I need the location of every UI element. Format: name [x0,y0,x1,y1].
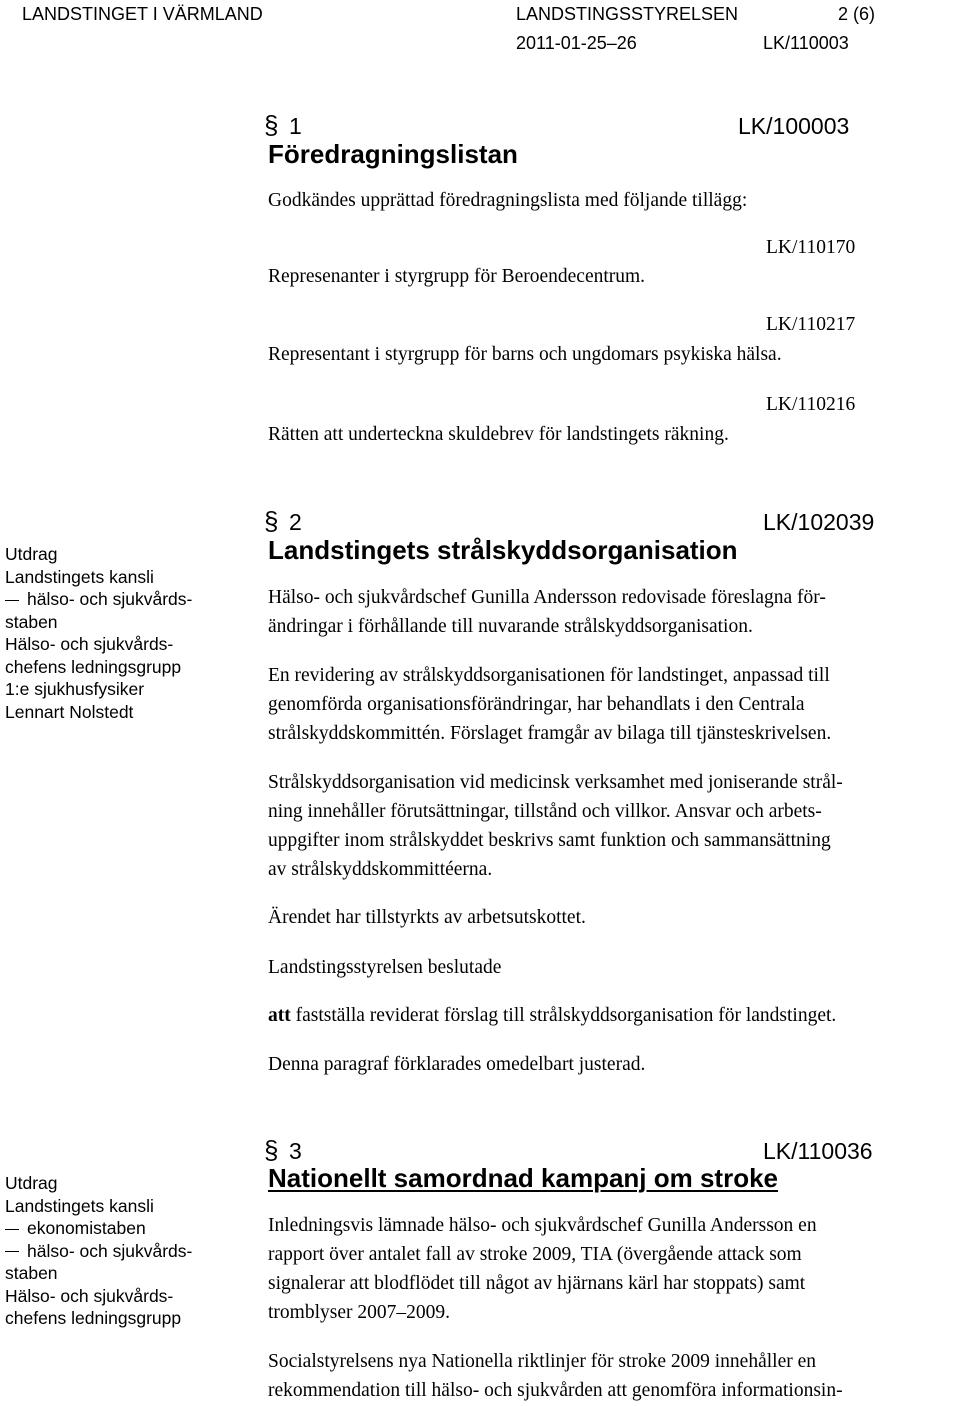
distribution-line: chefens ledningsgrupp [5,1308,182,1328]
distribution-line: Lennart Nolstedt [5,701,134,722]
distribution-line: chefens ledningsgrupp [5,656,182,677]
body-paragraph: Strålskyddsorganisation vid medicinsk verksamhet med joniserande strål- ning innehåller förutsättningar, tillstånd och villkor. Ansvar och arbets- uppgifter inom strålskyddet beskrivs samt funktion och sammansättning av strålskyddskommittéerna. [268,772,843,880]
header-board: LANDSTINGSSTYRELSEN [516,4,739,24]
distribution-line: 1:e sjukhusfysiker [5,679,145,699]
item-text: Representant i styrgrupp för barns och ungdomars psykiska hälsa. [268,344,782,365]
item-ref: LK/110216 [766,394,856,415]
distribution-line: Utdrag [5,544,58,564]
section-ref: LK/102039 [763,509,875,535]
body-paragraph: Hälso- och sjukvårdschef Gunilla Andersson redovisade föreslagna för- ändringar i förhållande till nuvarande strålskyddsorganisation. [268,587,826,637]
distribution-line: hälso- och sjukvårds- [5,1240,192,1263]
section-ref: LK/110036 [763,1138,873,1164]
body-paragraph: Denna paragraf förklarades omedelbart justerad. [268,1054,646,1075]
distribution-line: Utdrag [5,1173,58,1193]
distribution-line: staben [5,611,58,632]
dash-mark [5,600,19,601]
section-number: 1 [289,113,302,139]
section-title: Landstingets strålskyddsorganisation [268,535,738,565]
distribution-line: hälso- och sjukvårds- [5,588,192,611]
section-title: Föredragningslistan [268,139,518,169]
body-paragraph: Ärendet har tillstyrkts av arbetsutskottet. [268,907,586,928]
distribution-list [5,543,192,723]
item-text: Represenanter i styrgrupp för Beroendecentrum. [268,266,646,287]
item-ref: LK/110170 [766,237,856,258]
paragraph-sign: § [264,1135,279,1165]
distribution-line: Landstingets kansli [5,566,154,587]
distribution-line: ekonomistaben [5,1217,192,1240]
section-number: 3 [289,1138,302,1164]
distribution-list [5,1172,192,1330]
decision-text: att fastställa reviderat förslag till strålskyddsorganisation för landstinget. [268,1005,837,1026]
section-ref: LK/100003 [738,113,850,139]
header-date: 2011-01-25–26 [516,33,637,53]
section-number: 2 [289,509,302,535]
distribution-line: Hälso- och sjukvårds- [5,1285,174,1306]
section-title: Nationellt samordnad kampanj om stroke [268,1163,779,1193]
section-intro: Godkändes upprättad föredragningslista med följande tillägg: [268,190,748,211]
item-text: Rätten att underteckna skuldebrev för landstingets räkning. [268,424,729,445]
paragraph-sign: § [264,506,279,536]
distribution-line: Landstingets kansli [5,1195,154,1216]
distribution-line: staben [5,1263,58,1283]
header-org: LANDSTINGET I VÄRMLAND [22,4,263,24]
body-paragraph: Landstingsstyrelsen beslutade [268,957,502,978]
body-paragraph: Socialstyrelsens nya Nationella riktlinjer för stroke 2009 innehåller en rekommendation till hälso- och sjukvården att genomföra informationsin- [268,1351,843,1401]
body-paragraph: Inledningsvis lämnade hälso- och sjukvårdschef Gunilla Andersson en rapport över antalet fall av stroke 2009, TIA (övergående attack som signalerar att blodflödet till något av hjärnans kärl har stoppats) samt tromblyser 2007–2009. [268,1215,817,1323]
header-ref: LK/110003 [763,33,849,53]
decision-keyword: att [268,1005,291,1026]
header-page-number: 2 (6) [838,4,876,24]
dash-mark [5,1229,19,1230]
paragraph-sign: § [264,110,279,140]
distribution-line: Hälso- och sjukvårds- [5,634,174,654]
body-paragraph: En revidering av strålskyddsorganisationen för landstinget, anpassad till genomförda organisationsförändringar, har behandlats i den Centrala strålskyddskommittén. Förslaget framgår av bilaga till tjänsteskrivelsen. [268,665,832,744]
item-ref: LK/110217 [766,314,856,335]
dash-mark [5,1251,19,1252]
